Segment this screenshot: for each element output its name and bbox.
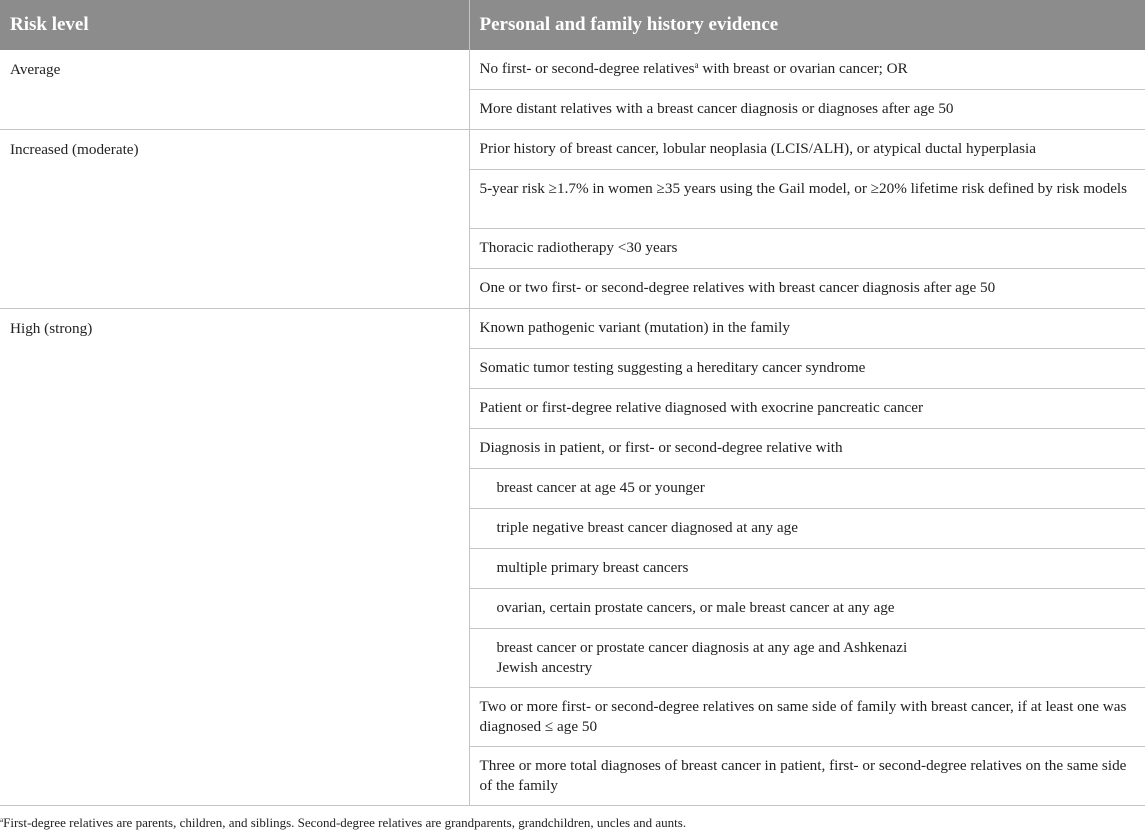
table-row xyxy=(0,130,1145,170)
evidence-cell: Prior history of breast cancer, lobular neoplasia (LCIS/ALH), or atypical ductal hyperplasia xyxy=(469,130,1145,170)
header-risk-level: Risk level xyxy=(0,0,469,50)
risk-level-high: High (strong) xyxy=(0,309,469,806)
evidence-cell: Three or more total diagnoses of breast cancer in patient, first- or second-degree relatives on the same side of the family xyxy=(469,747,1145,806)
evidence-cell: Known pathogenic variant (mutation) in the family xyxy=(469,309,1145,349)
footnote-marker: a xyxy=(694,60,699,70)
evidence-cell: 5-year risk ≥1.7% in women ≥35 years using the Gail model, or ≥20% lifetime risk defined by risk models xyxy=(469,170,1145,229)
header-row xyxy=(0,0,1145,50)
table-footnote: $^a$First-degree relatives are parents, children, and siblings. Second-degree relatives are grandparents, grandchildren, uncles and aunts. xyxy=(0,815,687,830)
footnote-marker: a xyxy=(0,816,4,824)
evidence-cell: Patient or first-degree relative diagnosed with exocrine pancreatic cancer xyxy=(469,389,1145,429)
evidence-cell: Two or more first- or second-degree relatives on same side of family with breast cancer, if at least one was diagnosed ≤ age 50 xyxy=(469,688,1145,747)
evidence-cell: More distant relatives with a breast cancer diagnosis or diagnoses after age 50 xyxy=(469,90,1145,130)
evidence-subitem: multiple primary breast cancers xyxy=(469,549,1145,589)
evidence-cell: One or two first- or second-degree relatives with breast cancer diagnosis after age 50 xyxy=(469,269,1145,309)
evidence-cell: No first- or second-degree relatives$^a$ with breast or ovarian cancer; OR xyxy=(469,50,1145,90)
header-evidence: Personal and family history evidence xyxy=(469,0,1145,50)
evidence-subitem: ovarian, certain prostate cancers, or male breast cancer at any age xyxy=(469,589,1145,629)
table-row xyxy=(0,309,1145,349)
evidence-subitem: breast cancer or prostate cancer diagnosis at any age and Ashkenazi Jewish ancestry xyxy=(469,629,1145,688)
evidence-subitem: triple negative breast cancer diagnosed at any age xyxy=(469,509,1145,549)
evidence-cell: Diagnosis in patient, or first- or second-degree relative with xyxy=(469,429,1145,469)
evidence-subitem: breast cancer at age 45 or younger xyxy=(469,469,1145,509)
risk-level-average: Average xyxy=(0,50,469,130)
evidence-cell: Thoracic radiotherapy <30 years xyxy=(469,229,1145,269)
evidence-cell: Somatic tumor testing suggesting a hereditary cancer syndrome xyxy=(469,349,1145,389)
risk-level-increased: Increased (moderate) xyxy=(0,130,469,309)
table-row xyxy=(0,50,1145,90)
